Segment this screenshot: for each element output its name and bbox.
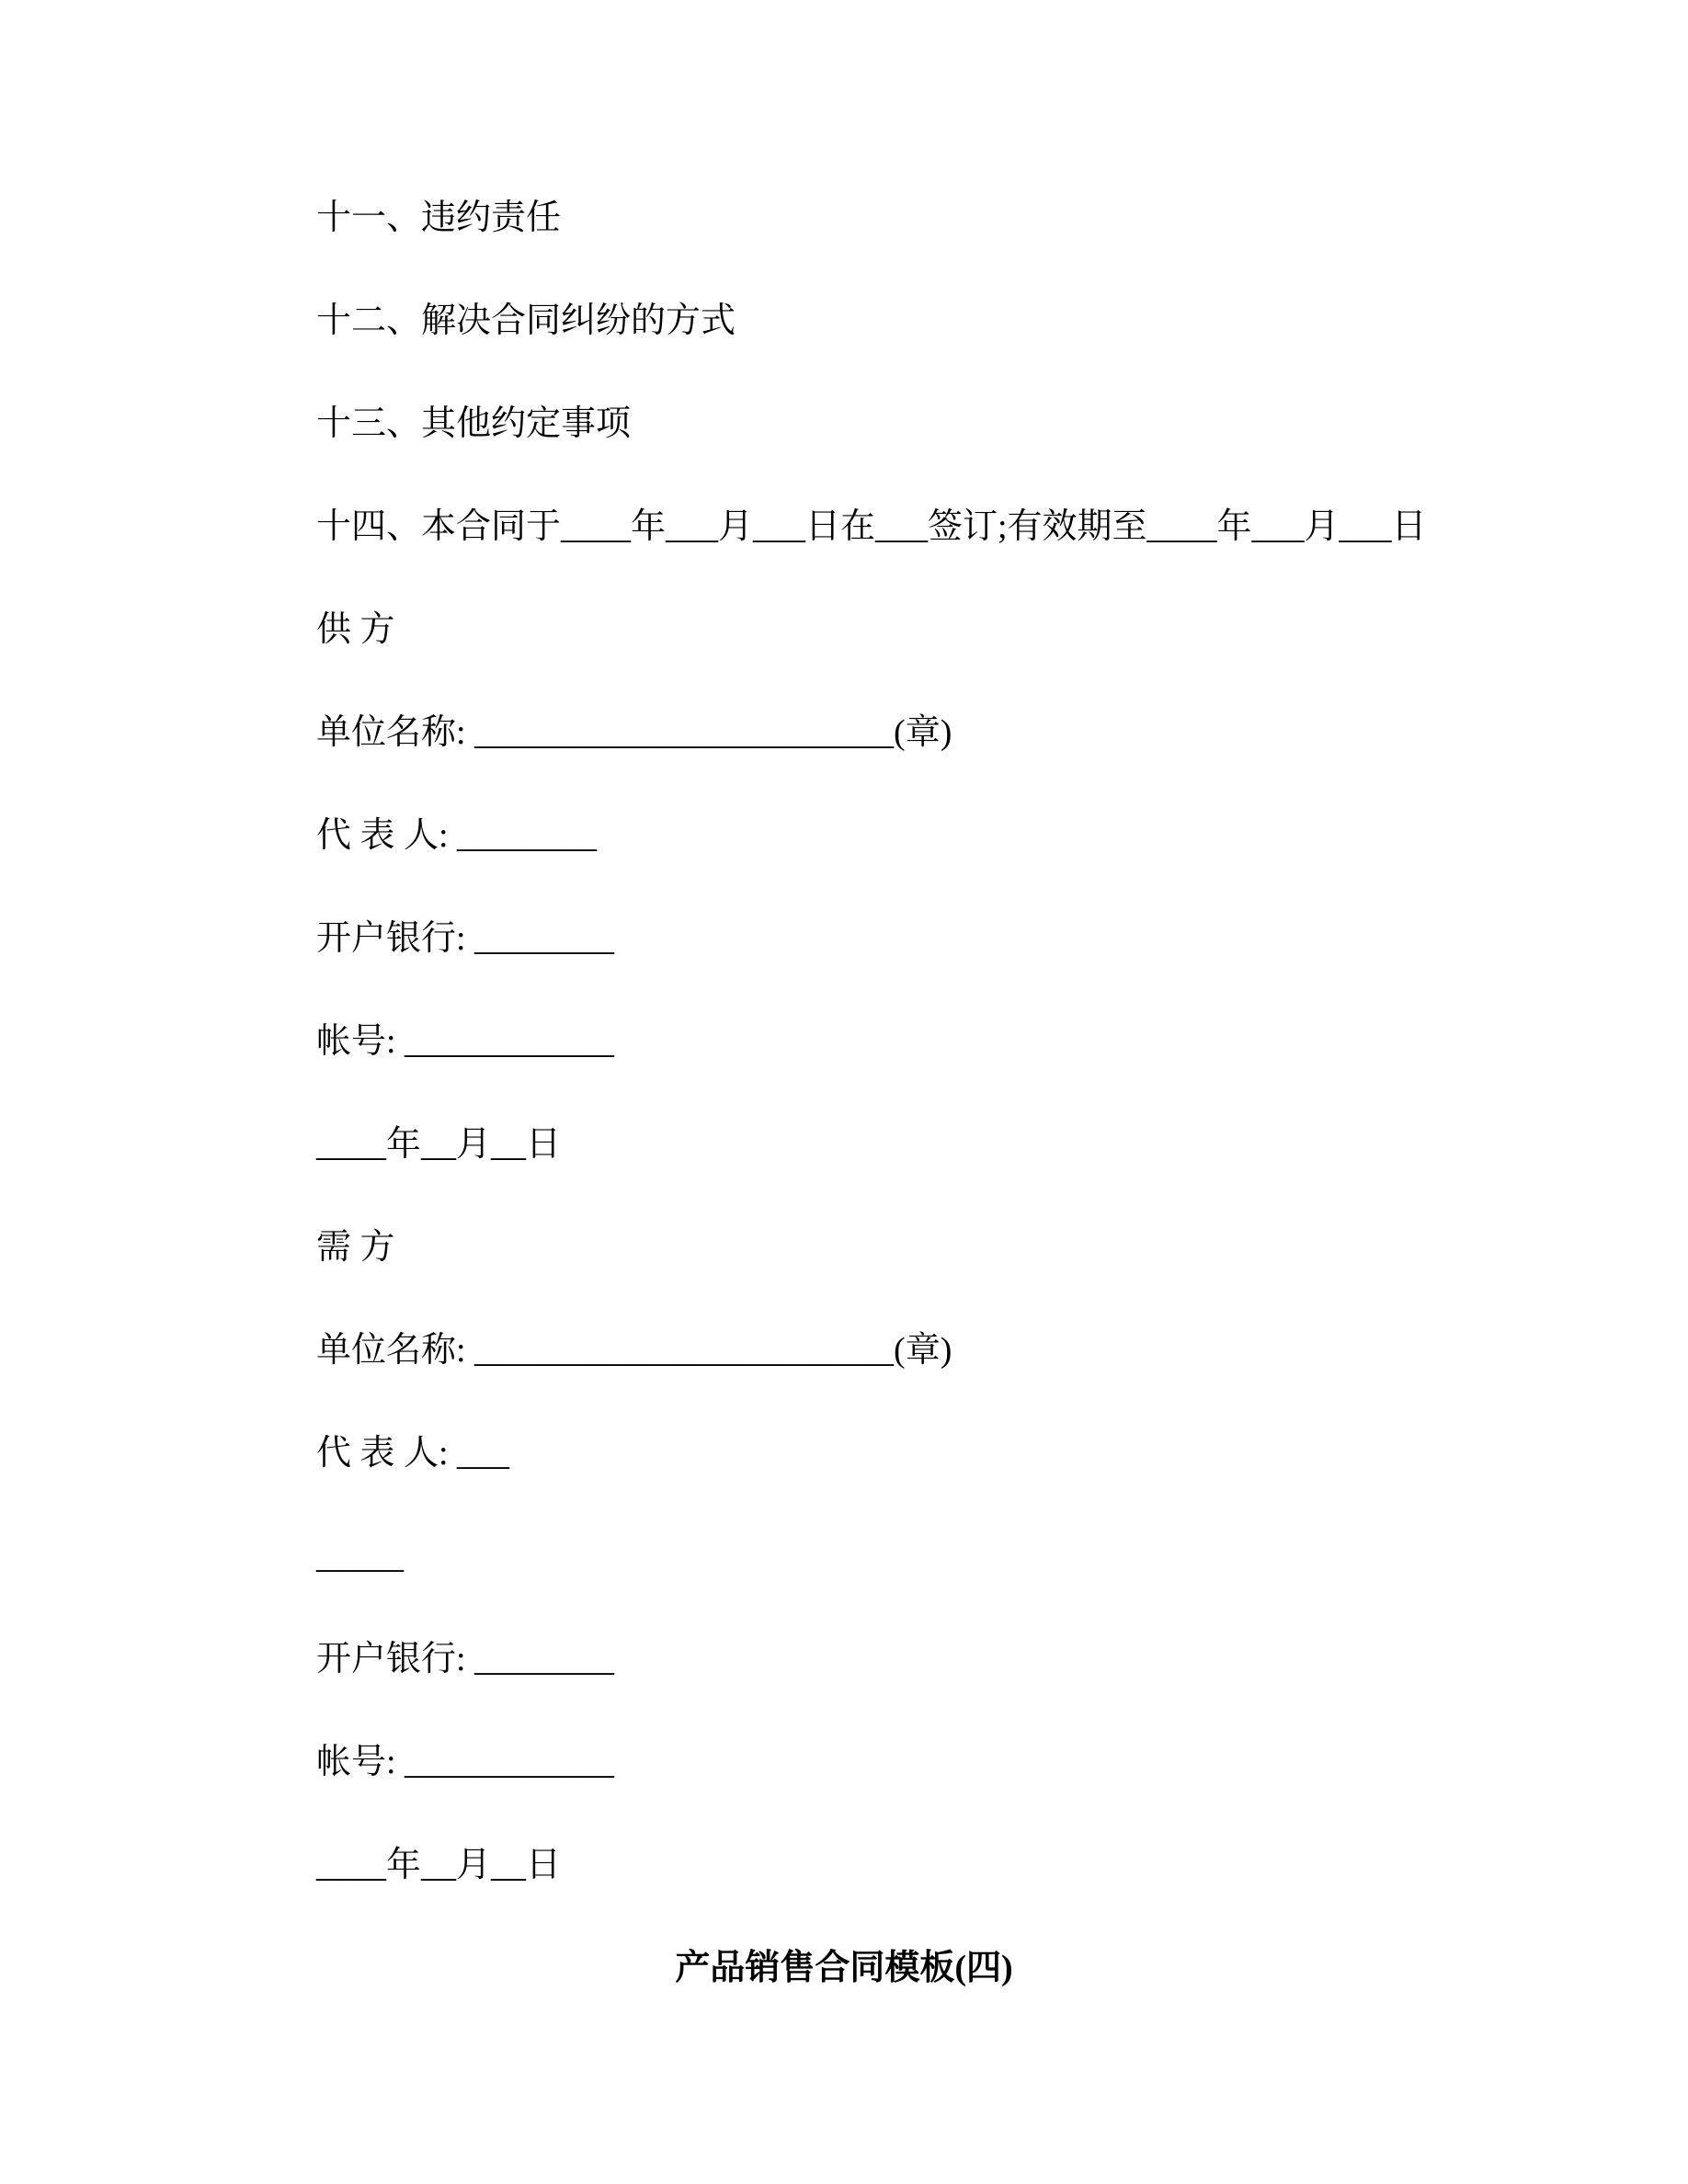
document-title: 产品销售合同模板(四)	[675, 1949, 1013, 1987]
buyer-unit-name: 单位名称: ________________________(章)	[316, 1331, 952, 1370]
clause-14: 十四、本合同于____年___月___日在___签订;有效期至____年___月___日	[316, 507, 1427, 546]
buyer-date: ____年__月__日	[316, 1846, 562, 1884]
supplier-unit-name: 单位名称: ________________________(章)	[316, 713, 952, 752]
clause-11: 十一、违约责任	[316, 199, 562, 237]
buyer-blank-line: _____	[316, 1537, 404, 1575]
supplier-representative: 代 表 人: ________	[316, 816, 598, 855]
buyer-bank: 开户银行: ________	[316, 1640, 615, 1678]
supplier-heading: 供 方	[316, 610, 395, 649]
supplier-account: 帐号: ____________	[316, 1022, 615, 1061]
buyer-representative: 代 表 人: ___	[316, 1434, 510, 1473]
buyer-heading: 需 方	[316, 1228, 395, 1267]
supplier-date: ____年__月__日	[316, 1125, 562, 1164]
buyer-account: 帐号: ____________	[316, 1743, 615, 1781]
supplier-bank: 开户银行: ________	[316, 919, 615, 958]
clause-12: 十二、解决合同纠纷的方式	[316, 301, 736, 340]
clause-13: 十三、其他约定事项	[316, 404, 632, 443]
